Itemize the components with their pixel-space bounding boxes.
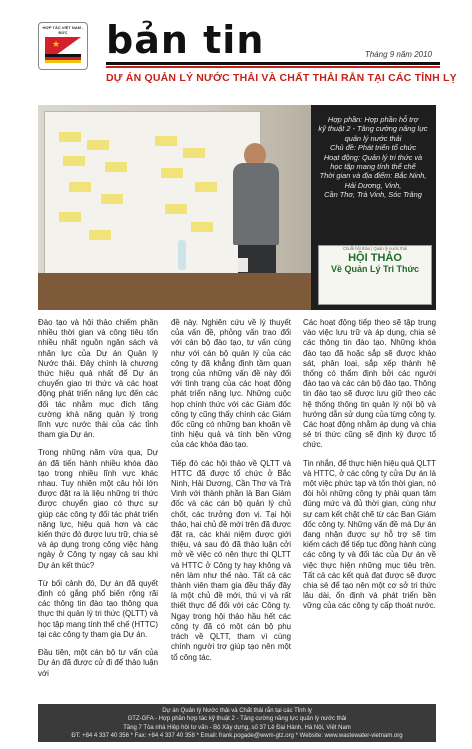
paragraph: Đào tạo và hội thảo chiếm phần nhiều thời gian và công tiêu tốn nhiều nhất nguồn ngân sách và nhân lực của Dự án Quản lý Nước thải. Đây chính là chương thức hiệu quả nhất để Dự án chuyển giao tri thức và các hoạt động phát triển năng lực đến các đối tác nhằm mục đích tăng cường khả năng quản lý trong lĩnh vực nước thải của các tỉnh tham gia Dự án. <box>38 318 158 440</box>
paragraph: Tin nhắn, để thực hiện hiệu quả QLTT và HTTC, ở các công ty cửa Dự án là một việc phức tạp và tốn thời gian, nó đòi hỏi những công ty phải quan tâm đúng mức và đủ thời gian, cùng như sự cam kết chặt chẽ từ các Ban Giám đốc công ty. Những vấn đề mà Dự án đang nhận được sự hỗ trợ sẽ tìm kiếm cách để tiếp tục đồng hành cùng các công ty và đối tác của Dự án về việc thực hiện những mục tiêu trên. Tất cả các kết quả đạt được sẽ được chia sẻ để tạo nên một cơ sở tri thức lâu dài, ổn định và phát triển bền vững của các công ty cấp thoát nước. <box>303 458 436 611</box>
paragraph: Đầu tiên, một cán bộ tư vấn của Dự án đã được cử đi để thảo luận với <box>38 648 158 678</box>
paragraph: Các hoạt động tiếp theo sẽ tập trung vào việc lưu trữ và áp dụng, chia sẻ các thông tin đào tạo. Những khóa đào tạo đã hoặc sắp sẽ được khảo sát, phân loại, sắp xếp thành hệ thống có thẩm định bởi các người đào tạo và các cán bộ đào tạo. Thông tin đào tạo sẽ được lưu giữ theo các hệ thống thông tin quản lý nội bộ và hướng dẫn sử dụng của từng công ty. Các hoạt động nhằm áp dụng và chia sẻ tri thức cũng sẽ định kỳ được tổ chức. <box>303 318 436 450</box>
newsletter-title: bản tin <box>106 18 265 62</box>
caption-line: Hoạt động: Quản lý tri thức và <box>323 152 423 162</box>
article-column-2 <box>171 318 291 671</box>
footer-project: Dự án Quản lý Nước thải và Chất thải rắn tại các Tỉnh lỵ <box>162 708 312 714</box>
logo-text: HỢP TÁC VIỆT NAM - ĐỨC <box>42 25 84 35</box>
caption-line: Hợp phần: Hợp phần hỗ trợ <box>327 115 419 124</box>
paragraph: đề này. Nghiên cứu về lý thuyết của vấn đề, phỏng vấn trao đổi với cán bộ đào tạo, tư vấn cùng như với cán bộ quản lý của các công ty đã khẳng định tầm quan trọng của những vấn đề này đối với tình trạng của các hoạt động phát triển năng lực. Những cuộc họp chính thức với các Giám đốc công ty cũng thấy chính các Giám đốc cũng có những ban khoăn về tính hiệu quả và tính bền vững của các khóa đào tạo. <box>171 318 291 450</box>
photo-caption <box>318 115 428 200</box>
caption-line: kỹ thuật 2 - Tăng cường năng lực <box>318 124 428 134</box>
flipchart-board <box>44 111 261 283</box>
workshop-photo <box>38 105 311 310</box>
paragraph: Trong những năm vừa qua, Dự án đã tiến hành nhiều khóa đào tạo trong nhiều lĩnh vực khác nhau. Tuy nhiên một câu hỏi lớn được đặt ra là liệu những tri thức được chuyển giao có thực sự giúp các công ty đối tác phát triển năng lực, hiệu quả hơn và các kiến thức đó được lưu trữ, chia sẻ và áp dụng trong công việc hàng ngày ở Công ty ngay cả sau khi Dự án kết thúc? <box>38 448 158 570</box>
issue-date: Tháng 9 năm 2010 <box>364 50 432 59</box>
footer-contacts: ĐT: +84 4 337 40 356 * Fax: +84 4 337 40 358 * Email: frank.pogade@wwm-gtz.org * Website: www.wastewater-vietnam.org <box>71 733 403 740</box>
banner-title: HỘI THẢO <box>348 252 402 264</box>
caption-line: quản lý nước thải <box>344 133 402 143</box>
flag-icon: ★ <box>45 37 81 63</box>
caption-line: Hải Dương, Vinh, <box>344 180 402 190</box>
project-subtitle: DỰ ÁN QUẢN LÝ NƯỚC THẢI VÀ CHẤT THẢI RẮN TẠI CÁC TỈNH LỴ <box>106 72 457 84</box>
logo <box>38 22 88 70</box>
caption-line: học tập mang tính thể chế <box>330 162 416 172</box>
contact-footer <box>38 704 436 742</box>
caption-line: Cần Thơ, Trà Vinh, Sóc Trăng <box>324 190 422 200</box>
article-column-3 <box>303 318 436 620</box>
header-rule <box>106 62 440 65</box>
caption-line: Chủ đề: Phát triển tổ chức <box>329 143 417 153</box>
paragraph: Tiếp đó các hội thảo về QLTT và HTTC đã được tổ chức ở Bắc Ninh, Hải Dương, Cần Thơ và Trà Vinh với thành phần là Ban Giám đốc và các cán bộ quản lý chủ chốt, các trưởng đơn vị. Tại hội thảo, hai chủ đề mới trên đã được đặt ra, các khái niệm được giới thiệu, và sau đó đã thảo luận cởi mở về việc có nên thực thi QLTT và HTTC ở Công ty hay không và nên làm như thế nào. Tất cả các thành viên tham gia đều thấy đây là một chủ đề mới, thú vị và rất thiết thực để đối với các Công ty. Ngay trong hội thảo hầu hết các công ty đã có một cán bộ phụ trách về QLTT, tham vì cùng chính người trợ giúp tạo nên một tổ công tác. <box>171 458 291 662</box>
footer-component: GTZ-GFA - Hợp phần hợp tác kỹ thuật 2 - Tăng cường năng lực quản lý nước thải <box>127 716 347 723</box>
banner-subtitle: Về Quản Lý Tri Thức <box>330 264 420 274</box>
footer-address: Tầng 7 Tòa nhà Hiệp hội tư vấn - Bộ Xây dựng, số 37 Lê Đại Hành, Hà Nội, Việt Nam <box>123 724 351 731</box>
paragraph: Từ bối cảnh đó, Dự án đã quyết định có gắng phổ biến rộng rãi các thông tin đào tạo thông qua thực thi quản lý tri thức (QLTT) và học tập mang tính thể chế (HTTC) tại các công ty tham gia Dự án. <box>38 578 158 639</box>
header-rule-red <box>106 66 440 68</box>
caption-line: Thời gian và địa điểm: Bắc Ninh, <box>319 171 427 181</box>
feature-photo-panel <box>38 105 436 310</box>
workshop-banner-photo <box>318 245 432 305</box>
banner-top-text: Chuỗi hội thảo | Quản lý nước thải <box>343 246 407 251</box>
article-column-1 <box>38 318 158 687</box>
